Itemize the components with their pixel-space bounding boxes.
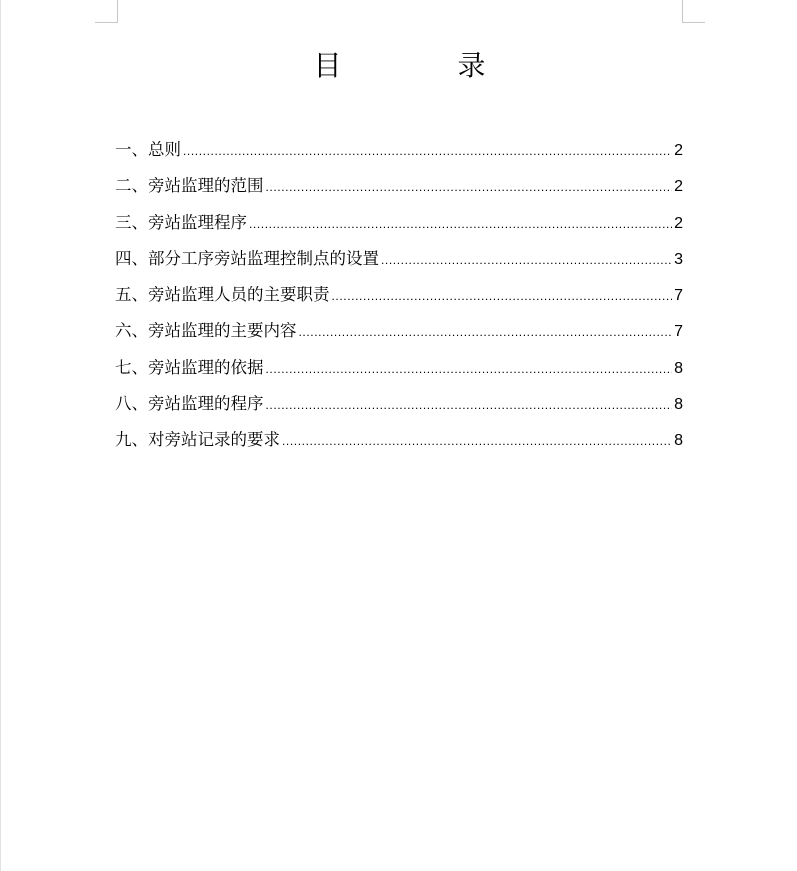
toc-entry-page: 2 xyxy=(674,178,683,196)
toc-dot-leader xyxy=(282,429,672,453)
toc-dot-leader xyxy=(266,175,673,199)
toc-entry[interactable] xyxy=(115,283,683,319)
toc-entry-page: 7 xyxy=(674,287,683,305)
table-of-contents xyxy=(115,138,683,465)
toc-entry-label: 三、旁站监理程序 xyxy=(115,212,247,232)
toc-entry-label: 九、对旁站记录的要求 xyxy=(115,430,280,450)
toc-entry[interactable] xyxy=(115,211,683,247)
toc-entry-page: 8 xyxy=(674,359,683,377)
toc-entry[interactable] xyxy=(115,174,683,210)
toc-entry-page: 2 xyxy=(674,142,683,159)
toc-entry[interactable] xyxy=(115,247,683,283)
toc-entry[interactable] xyxy=(115,428,683,464)
toc-entry-page: 8 xyxy=(674,432,683,450)
toc-dot-leader xyxy=(266,357,673,381)
toc-entry-page: 8 xyxy=(674,396,683,414)
toc-dot-leader xyxy=(299,320,673,344)
toc-dot-leader xyxy=(381,248,672,272)
toc-title: 目 录 xyxy=(313,49,530,82)
toc-dot-leader xyxy=(249,212,672,236)
toc-entry-label: 四、部分工序旁站监理控制点的设置 xyxy=(115,248,379,268)
toc-entry[interactable] xyxy=(115,356,683,392)
toc-entry-page: 2 xyxy=(674,214,683,232)
toc-entry-page: 3 xyxy=(674,250,683,268)
toc-entry-label: 七、旁站监理的依据 xyxy=(115,357,264,377)
toc-dot-leader xyxy=(183,139,672,163)
crop-mark-top-right xyxy=(682,0,705,23)
crop-mark-top-left xyxy=(95,0,118,23)
toc-dot-leader xyxy=(266,393,673,417)
toc-entry[interactable] xyxy=(115,392,683,428)
toc-dot-leader xyxy=(332,284,673,308)
toc-entry[interactable] xyxy=(115,138,683,174)
toc-entry[interactable] xyxy=(115,319,683,355)
toc-entry-label: 一、总则 xyxy=(115,140,181,159)
toc-entry-label: 二、旁站监理的范围 xyxy=(115,176,264,196)
toc-entry-label: 八、旁站监理的程序 xyxy=(115,394,264,414)
toc-entry-label: 五、旁站监理人员的主要职责 xyxy=(115,285,330,305)
toc-entry-page: 7 xyxy=(674,323,683,341)
toc-entry-label: 六、旁站监理的主要内容 xyxy=(115,321,297,341)
